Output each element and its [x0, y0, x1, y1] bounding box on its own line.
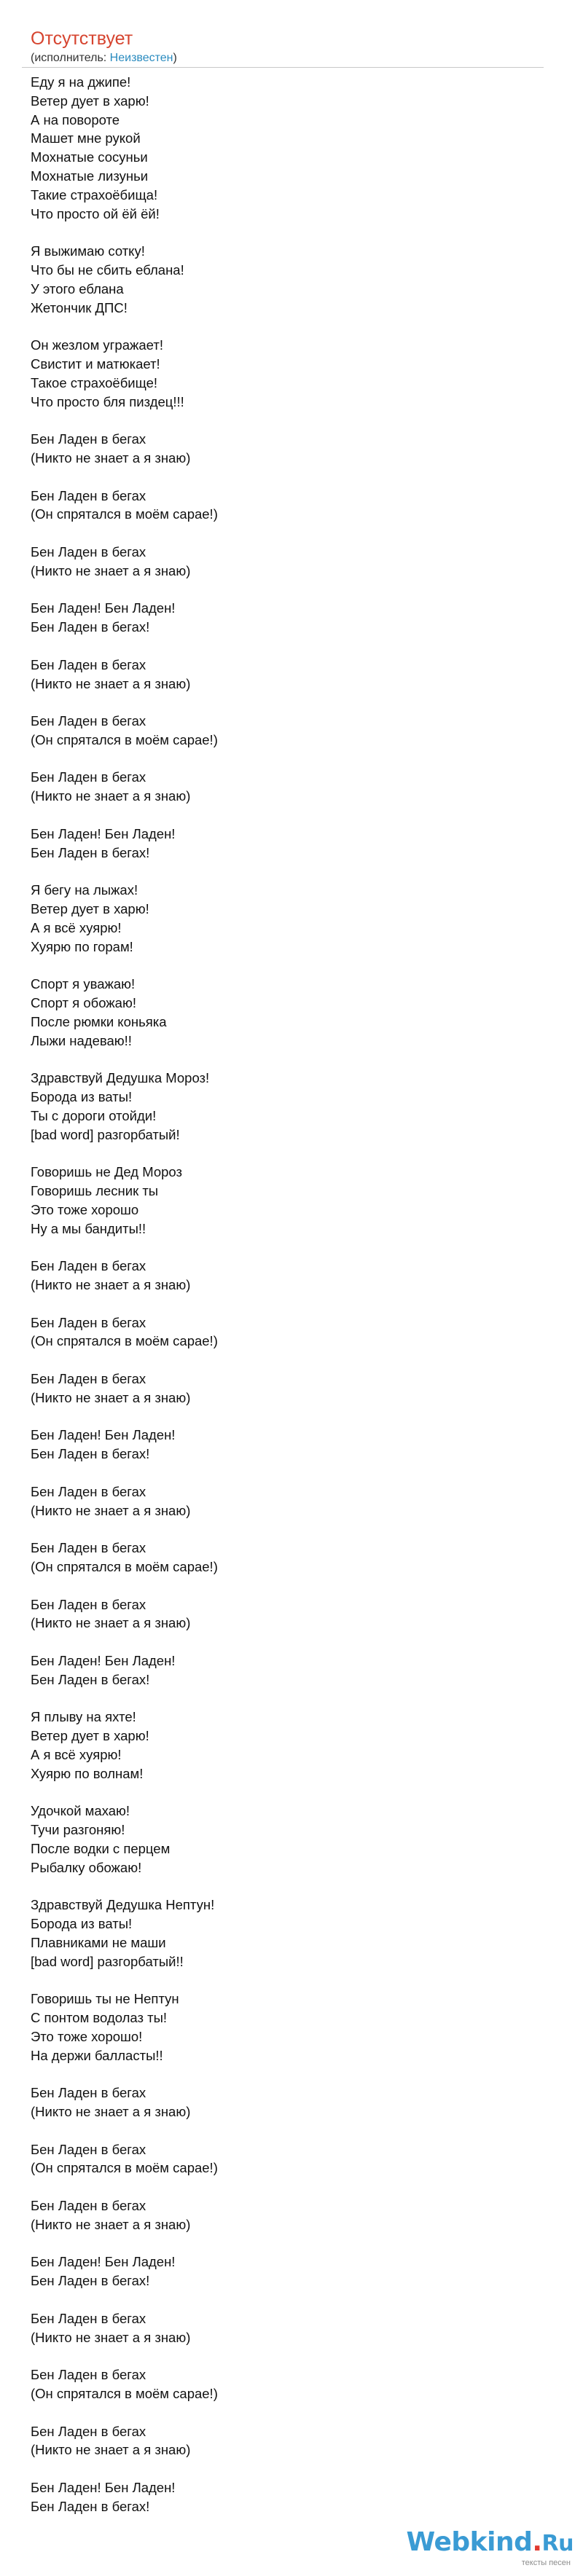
lyric-line: Бен Ладен в бегах!: [31, 1671, 150, 1687]
lyric-line: (Никто не знает а я знаю): [31, 1615, 191, 1631]
lyric-line: Что бы не сбить еблана!: [31, 262, 184, 278]
lyrics-stanza: [31, 2196, 541, 2234]
lyric-line: После рюмки коньяка: [31, 1013, 167, 1029]
lyrics-stanza: [31, 2253, 541, 2290]
lyric-line: (Он спрятался в моём сарае!): [31, 2386, 218, 2402]
lyrics-stanza: [31, 1483, 541, 1520]
lyrics-stanza: [31, 1802, 541, 1877]
lyric-line: Бен Ладен в бегах: [31, 769, 146, 785]
lyric-line: Лыжи надеваю!!: [31, 1032, 132, 1048]
lyrics-stanza: [31, 599, 541, 637]
lyric-line: (Он спрятался в моём сарае!): [31, 506, 218, 522]
lyric-line: Говоришь лесник ты: [31, 1183, 159, 1199]
lyric-line: Бен Ладен в бегах: [31, 2085, 146, 2101]
lyric-line: [bad word] разгорбатый!!: [31, 1953, 184, 1969]
lyric-line: Бен Ладен в бегах: [31, 1483, 146, 1499]
artist-link[interactable]: Неизвестен: [109, 52, 173, 64]
header-divider: [22, 67, 544, 68]
lyrics-stanza: [31, 2140, 541, 2178]
lyric-line: Бен Ладен в бегах: [31, 2367, 146, 2383]
lyric-line: Бен Ладен в бегах!: [31, 619, 150, 635]
lyrics-body: [31, 73, 541, 2534]
logo-tld-text: Ru: [541, 2531, 574, 2556]
lyric-line: Это тоже хорошо: [31, 1201, 139, 1217]
lyric-line: Бен Ладен в бегах: [31, 487, 146, 503]
lyric-line: Ну а мы бандиты!!: [31, 1220, 146, 1236]
lyric-line: Бен Ладен в бегах: [31, 543, 146, 559]
lyric-line: Бен Ладен в бегах: [31, 2310, 146, 2326]
lyric-line: (Никто не знает а я знаю): [31, 1277, 191, 1292]
lyric-line: Я плыву на яхте!: [31, 1709, 136, 1725]
lyrics-stanza: [31, 336, 541, 411]
lyric-line: Бен Ладен в бегах: [31, 1540, 146, 1556]
lyric-line: Бен Ладен в бегах: [31, 2141, 146, 2157]
lyric-line: (Никто не знает а я знаю): [31, 2329, 191, 2345]
lyric-line: Говоришь не Дед Мороз: [31, 1164, 182, 1180]
lyric-line: Я бегу на лыжах!: [31, 882, 138, 898]
lyric-line: Ветер дует в харю!: [31, 93, 149, 109]
lyric-line: (Никто не знает а я знаю): [31, 1502, 191, 1518]
lyric-line: Жетончик ДПС!: [31, 299, 128, 315]
lyric-line: (Никто не знает а я знаю): [31, 2216, 191, 2232]
logo-wordmark: [407, 2528, 574, 2559]
artist-prefix: (исполнитель:: [31, 52, 110, 64]
lyric-line: Бен Ладен в бегах: [31, 1596, 146, 1612]
lyrics-stanza: [31, 242, 541, 317]
lyric-line: Удочкой махаю!: [31, 1803, 130, 1819]
lyric-line: Говоришь ты не Нептун: [31, 1991, 179, 2007]
lyric-line: Бен Ладен в бегах: [31, 656, 146, 672]
lyrics-stanza: [31, 1163, 541, 1238]
lyric-line: Бен Ладен! Бен Ладен!: [31, 1427, 176, 1443]
lyric-line: Рыбалку обожаю!: [31, 1859, 142, 1875]
lyric-line: Здравствуй Дедушка Мороз!: [31, 1070, 210, 1086]
lyric-line: Борода из ваты!: [31, 1089, 133, 1105]
lyric-line: Еду я на джипе!: [31, 74, 131, 90]
lyric-line: Бен Ладен в бегах: [31, 713, 146, 729]
lyrics-stanza: [31, 1896, 541, 1971]
lyric-line: Бен Ладен в бегах: [31, 431, 146, 447]
lyric-line: Спорт я обожаю!: [31, 995, 136, 1011]
lyric-line: Такое страхоёбище!: [31, 374, 158, 390]
lyrics-stanza: [31, 1652, 541, 1689]
lyric-line: Бен Ладен! Бен Ладен!: [31, 2254, 176, 2270]
lyric-line: Свистит и матюкает!: [31, 356, 160, 372]
lyric-line: Бен Ладен в бегах: [31, 1370, 146, 1386]
lyric-line: После водки с перцем: [31, 1840, 171, 1856]
lyrics-stanza: [31, 656, 541, 694]
lyric-line: (Никто не знает а я знаю): [31, 1389, 191, 1405]
lyric-line: Такие страхоёбища!: [31, 186, 158, 203]
lyric-line: Бен Ладен в бегах!: [31, 1446, 150, 1462]
logo-tagline: тексты песен: [521, 2559, 571, 2567]
lyrics-stanza: [31, 430, 541, 468]
lyric-line: Бен Ладен! Бен Ладен!: [31, 825, 176, 841]
lyric-line: Бен Ладен! Бен Ладен!: [31, 1652, 176, 1668]
lyric-line: Здравствуй Дедушка Нептун!: [31, 1897, 215, 1913]
lyric-line: У этого еблана: [31, 280, 124, 297]
lyrics-stanza: [31, 73, 541, 223]
lyrics-stanza: [31, 2309, 541, 2347]
lyrics-stanza: [31, 712, 541, 750]
lyrics-stanza: [31, 1595, 541, 1633]
lyric-line: (Он спрятался в моём сарае!): [31, 1333, 218, 1349]
lyrics-stanza: [31, 975, 541, 1050]
lyric-line: (Он спрятался в моём сарае!): [31, 2160, 218, 2176]
lyric-line: Мохнатые сосуньи: [31, 149, 148, 165]
lyric-line: Бен Ладен в бегах!: [31, 2273, 150, 2289]
lyrics-stanza: [31, 2084, 541, 2121]
lyric-line: [bad word] разгорбатый!: [31, 1126, 180, 1142]
artist-suffix: ): [173, 52, 177, 64]
lyric-line: Хуярю по волнам!: [31, 1765, 144, 1781]
lyric-line: Бен Ладен в бегах: [31, 2423, 146, 2439]
lyric-line: (Никто не знает а я знаю): [31, 788, 191, 804]
webkind-logo[interactable]: [406, 2524, 579, 2570]
lyric-line: Это тоже хорошо!: [31, 2028, 143, 2044]
lyric-line: Борода из ваты!: [31, 1916, 133, 1932]
lyric-line: Что просто бля пиздец!!!: [31, 393, 184, 409]
lyric-line: Тучи разгоняю!: [31, 1822, 125, 1838]
logo-brand-text: Webkind: [406, 2527, 533, 2557]
lyric-line: Плавниками не маши: [31, 1934, 166, 1950]
lyric-line: Он жезлом угражает!: [31, 337, 163, 353]
lyric-line: С понтом водолаз ты!: [31, 2010, 168, 2026]
lyric-line: Бен Ладен в бегах: [31, 1258, 146, 1274]
lyric-line: Мохнатые лизуньи: [31, 168, 149, 184]
lyrics-stanza: [31, 1313, 541, 1351]
lyrics-stanza: [31, 1426, 541, 1464]
lyrics-stanza: [31, 2365, 541, 2403]
lyric-line: Бен Ладен в бегах: [31, 2198, 146, 2214]
lyrics-stanza: [31, 825, 541, 863]
lyric-line: Бен Ладен в бегах!: [31, 2498, 150, 2514]
lyrics-stanza: [31, 1370, 541, 1407]
lyrics-stanza: [31, 1708, 541, 1783]
lyric-line: (Никто не знает а я знаю): [31, 2104, 191, 2120]
lyrics-stanza: [31, 768, 541, 806]
lyric-line: (Никто не знает а я знаю): [31, 449, 191, 466]
lyrics-stanza: [31, 1990, 541, 2065]
lyrics-stanza: [31, 1069, 541, 1144]
lyric-line: (Никто не знает а я знаю): [31, 675, 191, 691]
lyric-line: Хуярю по горам!: [31, 938, 133, 954]
lyrics-stanza: [31, 2478, 541, 2516]
logo-dot-text: .: [532, 2527, 542, 2557]
lyric-line: Бен Ладен! Бен Ладен!: [31, 600, 176, 616]
lyric-line: Ветер дует в харю!: [31, 901, 149, 917]
lyrics-stanza: [31, 2422, 541, 2460]
lyric-line: Бен Ладен в бегах!: [31, 844, 150, 860]
lyric-line: Спорт я уважаю!: [31, 976, 136, 992]
lyrics-stanza: [31, 881, 541, 956]
lyric-line: Бен Ладен! Бен Ладен!: [31, 2480, 176, 2495]
lyric-line: Машет мне рукой: [31, 130, 141, 146]
lyric-line: (Он спрятался в моём сарае!): [31, 1558, 218, 1574]
lyrics-stanza: [31, 487, 541, 525]
lyric-line: На держи балласты!!: [31, 2047, 163, 2063]
lyric-line: Бен Ладен в бегах: [31, 1314, 146, 1330]
lyric-line: (Никто не знает а я знаю): [31, 562, 191, 578]
lyric-line: Ветер дует в харю!: [31, 1728, 149, 1744]
lyric-line: Ты с дороги отойди!: [31, 1107, 157, 1123]
lyrics-stanza: [31, 543, 541, 581]
lyric-line: А на повороте: [31, 111, 120, 127]
artist-line: [31, 51, 177, 66]
page-title: Отсутствует: [31, 28, 133, 49]
lyric-line: (Он спрятался в моём сарае!): [31, 731, 218, 747]
lyric-line: (Никто не знает а я знаю): [31, 2442, 191, 2458]
lyric-line: Что просто ой ёй ёй!: [31, 205, 160, 221]
lyric-line: Я выжимаю сотку!: [31, 243, 145, 259]
lyric-line: А я всё хуярю!: [31, 1746, 122, 1762]
lyrics-stanza: [31, 1539, 541, 1576]
lyric-line: А я всё хуярю!: [31, 919, 122, 935]
lyrics-stanza: [31, 1257, 541, 1295]
